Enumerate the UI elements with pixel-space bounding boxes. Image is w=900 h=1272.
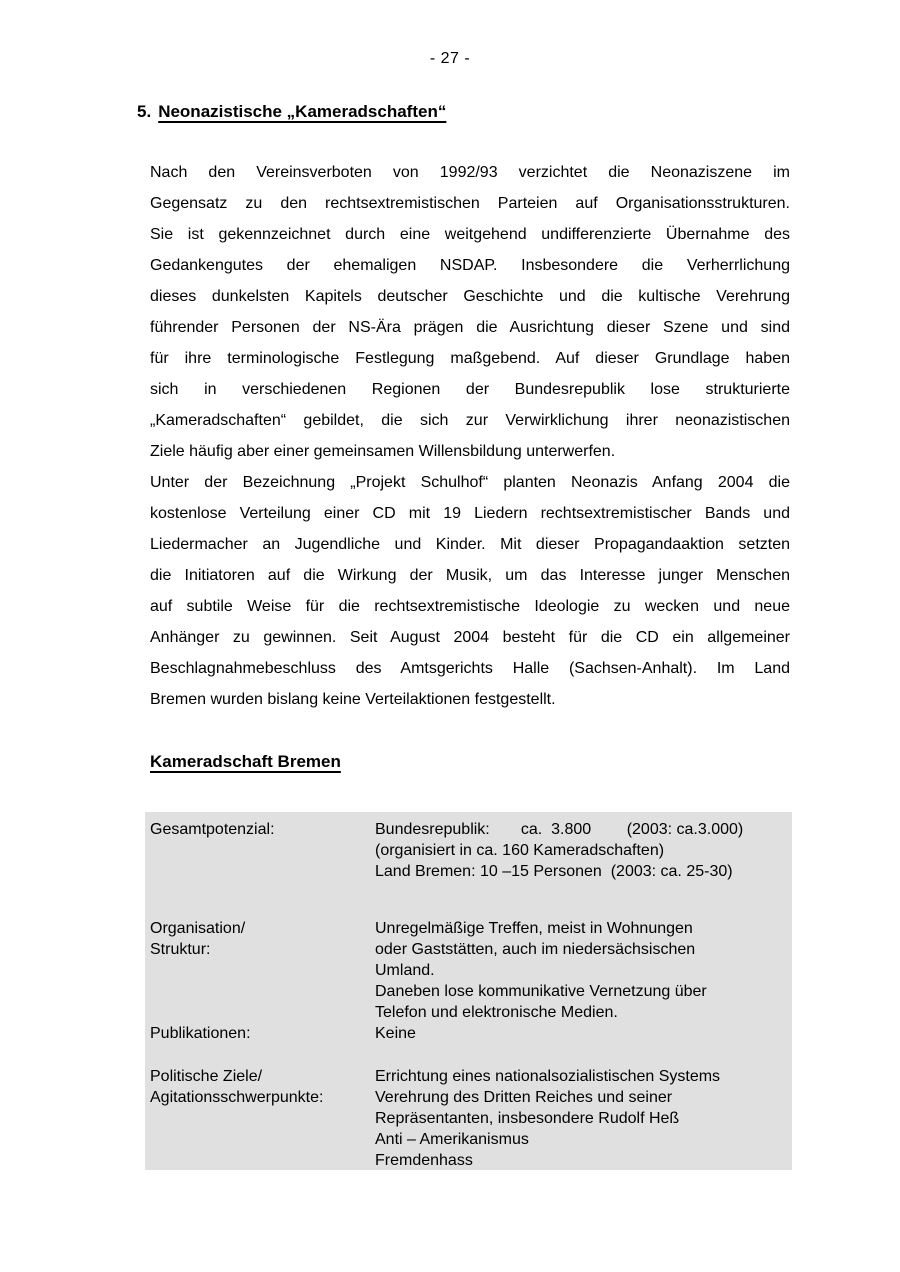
text-line: Bremen wurden bislang keine Verteilaktionen festgestellt. [150, 691, 556, 708]
text-line: Ziele häufig aber einer gemeinsamen Willensbildung unterwerfen. [150, 443, 616, 460]
value-line: Errichtung eines nationalsozialistischen Systems [375, 1068, 721, 1085]
label-line: Struktur: [150, 941, 211, 958]
value-line: (organisiert in ca. 160 Kameradschaften) [375, 842, 665, 859]
value-line: Keine [375, 1025, 416, 1042]
paragraph-1 [150, 157, 790, 467]
text-line: für ihre terminologische Festlegung maßgebend. Auf dieser Grundlage haben [150, 350, 790, 367]
info-table [145, 812, 792, 1170]
text-line: Beschlagnahmebeschluss des Amtsgerichts Halle (Sachsen-Anhalt). Im Land [150, 660, 790, 677]
text-line: auf subtile Weise für die rechtsextremistische Ideologie zu wecken und neue [150, 598, 790, 615]
text-line: „Kameradschaften“ gebildet, die sich zur Verwirklichung ihrer neonazistischen [150, 412, 790, 429]
value-line: Anti – Amerikanismus [375, 1131, 529, 1148]
section-title: Neonazistische „Kameradschaften“ [158, 102, 447, 121]
text-line: führender Personen der NS-Ära prägen die Ausrichtung dieser Szene und sind [150, 319, 790, 336]
info-row-politische-ziele [150, 1066, 792, 1171]
label-line: Politische Ziele/ [150, 1068, 263, 1085]
value-line: Telefon und elektronische Medien. [375, 1004, 618, 1021]
info-label [150, 918, 375, 960]
text-line: Unter der Bezeichnung „Projekt Schulhof“ planten Neonazis Anfang 2004 die [150, 474, 790, 491]
page-number: - 27 - [429, 50, 471, 67]
section-number: 5. [137, 102, 152, 121]
value-line: Land Bremen: 10 –15 Personen (2003: ca. 25-30) [375, 863, 733, 880]
value-line: Verehrung des Dritten Reiches und seiner [375, 1089, 673, 1106]
value-line: Umland. [375, 962, 435, 979]
value-line: Fremdenhass [375, 1152, 473, 1169]
info-row-organisation-struktur [150, 918, 792, 1023]
text-line: Anhänger zu gewinnen. Seit August 2004 besteht für die CD ein allgemeiner [150, 629, 790, 646]
value-line: Unregelmäßige Treffen, meist in Wohnungen [375, 920, 693, 937]
paragraph-2 [150, 467, 790, 715]
text-line: die Initiatoren auf die Wirkung der Musik, um das Interesse junger Menschen [150, 567, 790, 584]
info-label [150, 1066, 375, 1108]
text-line: kostenlose Verteilung einer CD mit 19 Liedern rechtsextremistischer Bands und [150, 505, 790, 522]
text-line: Gegensatz zu den rechtsextremistischen Parteien auf Organisationsstrukturen. [150, 195, 790, 212]
label-line: Agitationsschwerpunkte: [150, 1089, 324, 1106]
body-text [150, 157, 790, 715]
info-row-gesamtpotenzial [150, 819, 792, 882]
text-line: dieses dunkelsten Kapitels deutscher Geschichte und die kultische Verehrung [150, 288, 790, 305]
text-line: Nach den Vereinsverboten von 1992/93 verzichtet die Neonaziszene im [150, 164, 790, 181]
info-row-publikationen [150, 1023, 792, 1044]
info-value [375, 1023, 792, 1044]
label-line: Organisation/ [150, 920, 246, 937]
text-line: Liedermacher an Jugendliche und Kinder. Mit dieser Propagandaaktion setzten [150, 536, 790, 553]
text-line: Gedankengutes der ehemaligen NSDAP. Insbesondere die Verherrlichung [150, 257, 790, 274]
info-value [375, 819, 792, 882]
value-line: Daneben lose kommunikative Vernetzung über [375, 983, 707, 1000]
text-line: Sie ist gekennzeichnet durch eine weitgehend undifferenzierte Übernahme des [150, 226, 790, 243]
value-line: Repräsentanten, insbesondere Rudolf Heß [375, 1110, 680, 1127]
subsection-heading: Kameradschaft Bremen [150, 752, 341, 771]
info-label [150, 1023, 375, 1044]
info-value [375, 1066, 792, 1171]
info-label [150, 819, 375, 840]
value-line: oder Gaststätten, auch im niedersächsischen [375, 941, 696, 958]
info-value [375, 918, 792, 1023]
value-line: Bundesrepublik: ca. 3.800 (2003: ca.3.000) [375, 821, 744, 838]
section-heading [137, 102, 446, 122]
label-line: Publikationen: [150, 1025, 251, 1042]
text-line: sich in verschiedenen Regionen der Bundesrepublik lose strukturierte [150, 381, 790, 398]
label-line: Gesamtpotenzial: [150, 821, 275, 838]
